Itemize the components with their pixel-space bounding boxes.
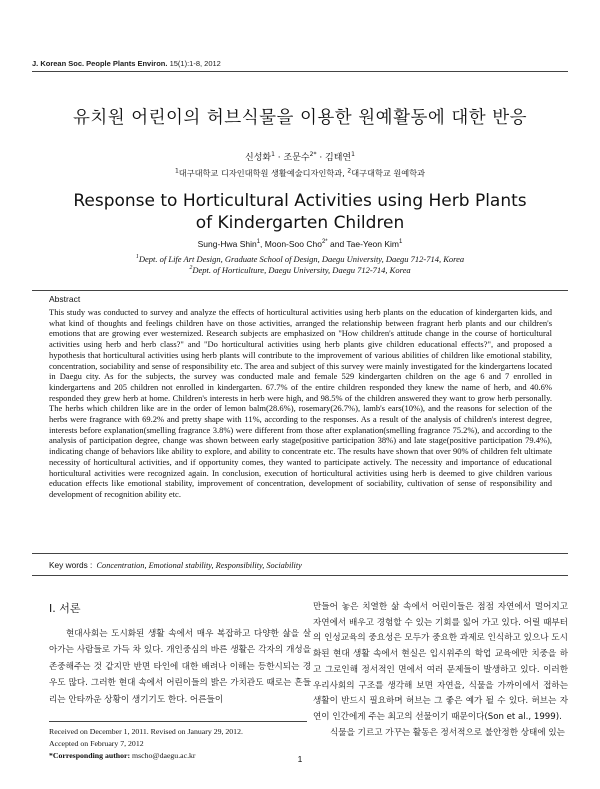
ko-author-1-sup: 1 — [271, 151, 275, 158]
abstract-top-rule — [32, 290, 568, 291]
body-right-paragraph-1: 만들어 놓은 치열한 삶 속에서 어린이들은 점점 자연에서 멀어지고 자연에서 배우고 경험할 수 있는 기회를 잃어 가고 있다. 어릴 때부터의 인성교육의 중요성은 모두가 중요한 과제로 인식하고 있으나 도시화된 현대 생활 속에서 현실은 입시위주의 학업 교육에만 치중을 하고 그로인해 정서적인 면에서 여러 문제들이 발생하고 있다. 이러한 우리사회의 구조를 생각해 보면 자연을, 식물을 가까이에서 접하는 생활이 반드시 필요하며 허브는 그 좋은 예가 될 수 있다. 허브는 자연이 인간에게 주는 최고의 선물이기 때문이다(Son et al., 1999). — [313, 602, 568, 722]
ko-affil-1-sup: 1 — [174, 167, 179, 175]
ko-author-2-sup: 2* — [309, 151, 317, 158]
body-right-paragraph-2 — [313, 726, 568, 742]
english-affiliations — [0, 254, 600, 276]
footnote-accepted: Accepted on February 7, 2012 — [49, 739, 144, 749]
korean-title: 유치원 어린이의 허브식물을 이용한 원예활동에 대한 반응 — [72, 108, 528, 128]
journal-citation — [32, 59, 221, 68]
ko-author-3: 김태연 — [325, 153, 352, 163]
body-right-paragraph-2-text: 식물을 기르고 가꾸는 활동은 정서적으로 불안정한 상태에 있는 — [330, 727, 565, 738]
ko-author-1: 신성화 — [245, 153, 272, 163]
keywords-bottom-rule — [32, 575, 568, 576]
en-author-3: Tae-Yeon Kim — [346, 239, 399, 249]
en-affil-line-1 — [0, 254, 600, 265]
header-rule — [32, 71, 568, 72]
en-author-1: Sung-Hwa Shin — [197, 239, 257, 249]
keywords-list: Concentration, Emotional stability, Responsibility, Sociability — [96, 561, 302, 570]
en-affil-2-sup: 2 — [189, 265, 193, 272]
keywords — [49, 560, 302, 570]
korean-affiliations — [0, 168, 600, 179]
en-affil-line-2 — [0, 265, 600, 276]
ko-author-3-sup: 1 — [351, 151, 355, 158]
english-title-line-1: Response to Horticultural Activities using Herb Plants — [73, 191, 527, 211]
abstract-text: This study was conducted to survey and analyze the effects of horticultural activities using herb plants on the education of kindergarten kids, and what kind of thoughts and feelings children have on those activities, arranged the relationship between fragrant herb plants and our children's emotions that are growing ever westernized. Research subjects are emphasized on "How children's attitude change in the course of horticultural activities using herb and herb class?" and "Do horticultural activities using herb plants give children educational effects?", and proposed a hypothesis that horticultural activities using herb plants will contribute to the improvement of various abilities of children like emotional stability, concentration, sociability and sense of responsibility etc. The area and subject of this survey were mainly investigated for the kindergartens located in Daegu city. As for the subjects, the survey was conducted male and female 529 kindergarten children on the age 6 and 7 enrolled in kindergartens and 205 children not enrolled in kindergarten. 67.7% of the entire children responded they knew the name of herb, and 40.6% responded they grew herb at home. Children's interests in herb were high, and 98.5% of the children answered they want to grow herb personally. The herbs which children like are in the order of lemon balm(28.6%), rosemary(26.7%), lamb's ears(10%), and the reasons for selection of the herbs were fragrance with 69.2% and pretty shape with 11%, according to the responses. As a result of the analysis of children's interest degree, interests before explanation(smelling fragrance 3.8%) were different from those after explanation(smelling fragrance 75.2%), and according to the analysis of participation degree, change was shown between early stage(positive participation 38%) and late stage(positive participation 79.4%), indicating change of behaviors like ability to explore, and ability to concentrate etc. The results have shown that over 90% of children felt ultimate necessity of horticultural activities, and if opportunity comes, they wanted to participate actively. The necessity and importance of educational horticultural activities were recognized again. In conclusion, execution of horticultural activities using herb is deemed to give children various education effects like emotional stability, improvement of concentration, development of sociability, cultivation of sense of responsibility and development of recognition ability etc. — [49, 307, 552, 499]
en-affil-1-sup: 1 — [135, 254, 139, 261]
en-author-3-sup: 1 — [399, 239, 403, 246]
footnote-corr-label: *Corresponding author: — [49, 751, 131, 761]
journal-name: J. Korean Soc. People Plants Environ. — [32, 59, 168, 68]
body-text-right-column — [313, 600, 568, 741]
section-heading-introduction: Ⅰ. 서론 — [49, 602, 81, 615]
en-author-2-sup: 2* — [321, 239, 328, 246]
page-number: 1 — [297, 754, 303, 764]
footnote-rule — [49, 721, 307, 722]
en-author-and: and — [327, 239, 347, 249]
keywords-label: Key words : — [49, 560, 93, 570]
journal-issue: 15(1):1-8, 2012 — [169, 59, 221, 68]
korean-authors — [0, 150, 600, 163]
english-title-line-2: of Kindergarten Children — [195, 213, 405, 233]
en-author-sep: , — [260, 239, 265, 249]
ko-affil-1: 대구대학교 디자인대학원 생활예술디자인학과, — [178, 168, 345, 178]
ko-affil-2-sup: 2 — [347, 167, 352, 175]
english-title — [0, 190, 600, 234]
english-authors — [0, 239, 600, 249]
en-affil-2: Dept. of Horticulture, Daegu University, Daegu 712-714, Korea — [192, 265, 411, 275]
ko-affil-2: 대구대학교 원예학과 — [351, 168, 426, 178]
ko-author-sep-2: · — [316, 153, 326, 163]
en-affil-1: Dept. of Life Art Design, Graduate School of Design, Daegu University, Daegu 712-714, Korea — [138, 254, 465, 264]
body-left-paragraph: 현대사회는 도시화된 생활 속에서 매우 복잡하고 다양한 삶을 살아가는 사람들로 가득 차 있다. 개인중심의 바른 생활은 각자의 개성을 존중해주는 것 같지만 반면 타인에 대한 배려나 이해는 등한시되는 경우도 많다. 그러한 현대 속에서 어린이들의 밝은 가치관도 때로는 흔들리는 안타까운 상황이 생기기도 한다. 어른들이 — [49, 629, 311, 705]
footnote-corr-email: mscho@daegu.ac.kr — [132, 751, 196, 761]
ko-author-sep-1: · — [274, 153, 284, 163]
en-author-1-sup: 1 — [256, 239, 261, 246]
footnote-received: Received on December 1, 2011. Revised on January 29, 2012. — [49, 727, 243, 736]
abstract-heading: Abstract — [49, 294, 81, 304]
body-text-left-column — [49, 626, 311, 708]
ko-author-2: 조문수 — [283, 153, 310, 163]
en-author-2: Moon-Soo Cho — [264, 239, 322, 249]
abstract-bottom-rule — [32, 553, 568, 554]
